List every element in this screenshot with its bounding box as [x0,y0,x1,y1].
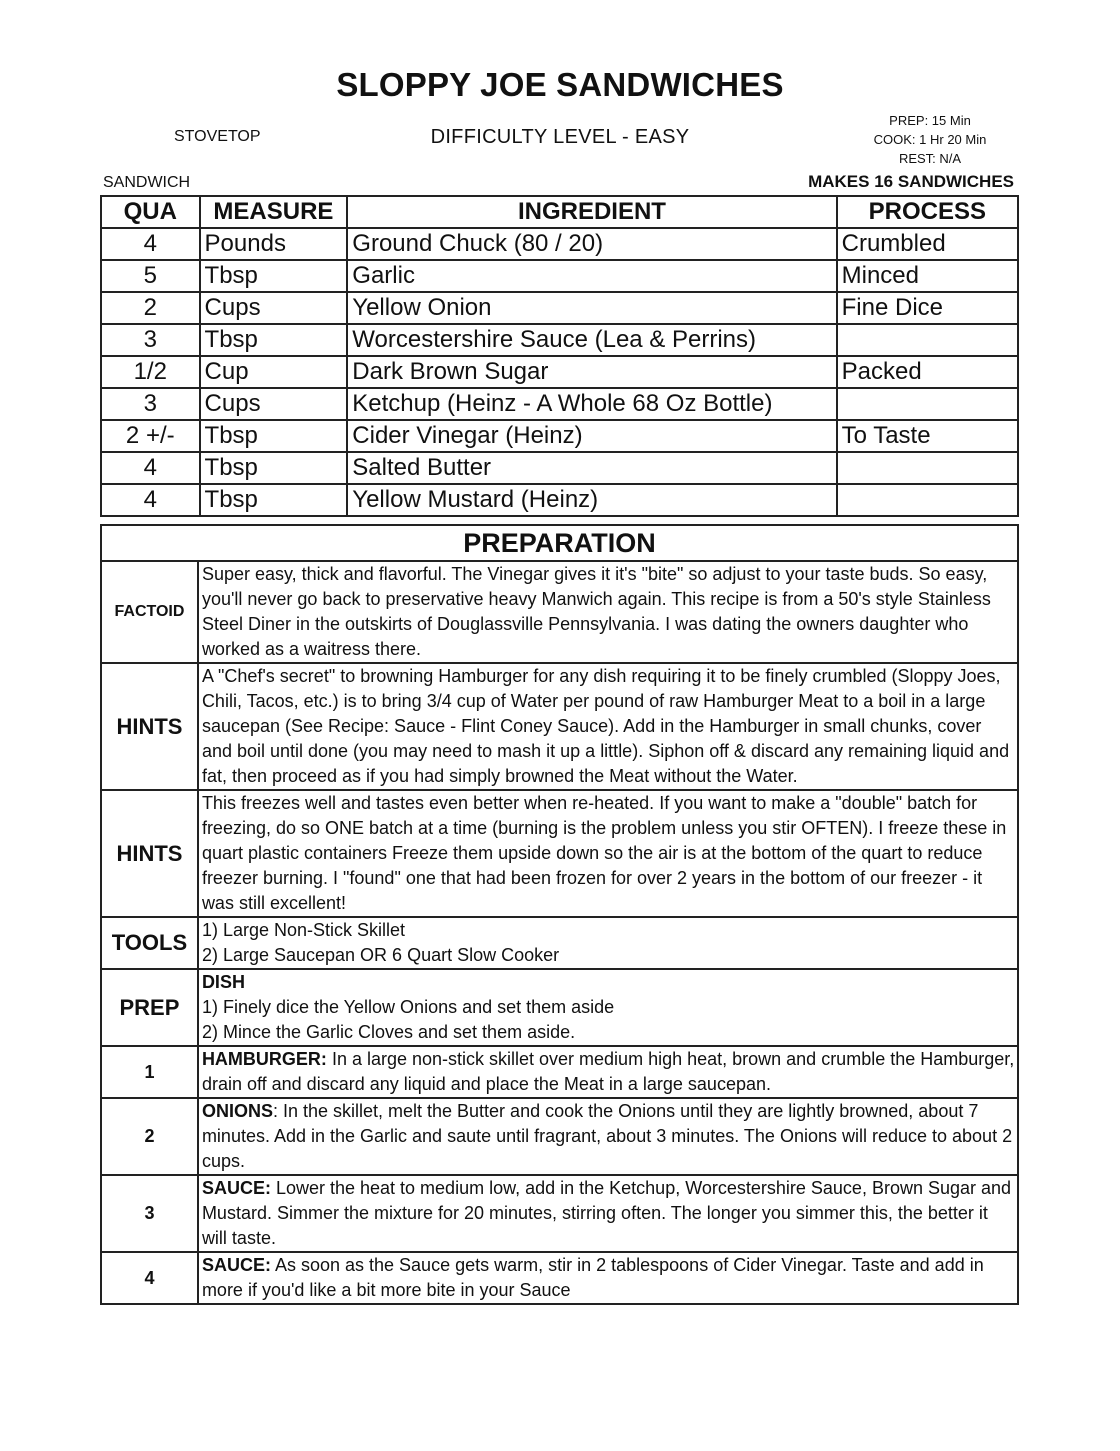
ingredient-qua: 4 [101,228,200,260]
ingredient-process: Crumbled [837,228,1018,260]
ingredient-row [101,388,1018,420]
prep-row [101,969,1018,1046]
factoid-row [101,561,1018,663]
ingredient-measure: Tbsp [200,260,348,292]
ingredient-measure: Cups [200,292,348,324]
prep-item: 2) Mince the Garlic Cloves and set them aside. [201,1022,576,1042]
ingredient-name: Yellow Onion [347,292,836,324]
preparation-table [100,524,1019,1305]
step-text [198,1252,1018,1304]
header-process: PROCESS [837,196,1018,228]
ingredients-header-row [101,196,1018,228]
preparation-heading: PREPARATION [101,525,1018,561]
step-lead: SAUCE: [201,1178,271,1198]
ingredient-name: Cider Vinegar (Heinz) [347,420,836,452]
tools-row [101,917,1018,969]
hints-row [101,790,1018,917]
ingredient-process [837,484,1018,516]
ingredient-row [101,420,1018,452]
step-text [198,1098,1018,1175]
ingredient-name: Ketchup (Heinz - A Whole 68 Oz Bottle) [347,388,836,420]
step-number: 3 [101,1175,198,1252]
step-lead: ONIONS [201,1101,273,1121]
ingredient-qua: 4 [101,452,200,484]
prep-label: PREP [101,969,198,1046]
ingredients-table [100,195,1019,517]
step-lead: HAMBURGER: [201,1049,327,1069]
ingredient-qua: 3 [101,324,200,356]
header-measure: MEASURE [200,196,348,228]
ingredient-name: Salted Butter [347,452,836,484]
time-info [840,111,1020,168]
ingredient-qua: 2 [101,292,200,324]
ingredient-measure: Tbsp [200,452,348,484]
rest-time: REST: N/A [898,151,962,166]
ingredient-process: Fine Dice [837,292,1018,324]
ingredient-measure: Tbsp [200,484,348,516]
cooking-method: STOVETOP [174,128,261,145]
ingredient-qua: 1/2 [101,356,200,388]
tool-item: 1) Large Non-Stick Skillet [201,920,406,940]
step-row [101,1175,1018,1252]
ingredient-name: Yellow Mustard (Heinz) [347,484,836,516]
ingredient-process: To Taste [837,420,1018,452]
prep-list [198,969,1018,1046]
recipe-title: SLOPPY JOE SANDWICHES [336,66,784,103]
recipe-category: SANDWICH [103,174,191,191]
step-row [101,1098,1018,1175]
prep-item: 1) Finely dice the Yellow Onions and set them aside [201,997,615,1017]
step-row [101,1252,1018,1304]
step-body: In a large non-stick skillet over medium high heat, brown and crumble the Hamburger, drain off and discard any liquid and place the Meat in a large saucepan. [201,1049,1015,1094]
ingredient-row [101,484,1018,516]
ingredient-process [837,388,1018,420]
step-row [101,1046,1018,1098]
ingredient-name: Ground Chuck (80 / 20) [347,228,836,260]
ingredient-name: Dark Brown Sugar [347,356,836,388]
prep-dish-heading: DISH [201,972,245,992]
hints-label: HINTS [101,663,198,790]
ingredient-process: Packed [837,356,1018,388]
tool-item: 2) Large Saucepan OR 6 Quart Slow Cooker [201,945,560,965]
ingredient-name: Garlic [347,260,836,292]
step-number: 1 [101,1046,198,1098]
ingredient-qua: 4 [101,484,200,516]
hints-text: A "Chef's secret" to browning Hamburger for any dish requiring it to be finely crumbled (Sloppy Joes, Chili, Tacos, etc.) is to bring 3/4 cup of Water per pound of raw Hamburger Meat to a boil in a large saucepan (See Recipe: Sauce - Flint Coney Sauce). Add in the Hamburger in small chunks, cover and boil until done (you may need to mash it up a little). Siphon off & discard any remaining liquid and fat, then proceed as if you had simply browned the Meat without the Water. [198,663,1018,790]
ingredient-qua: 5 [101,260,200,292]
step-text [198,1175,1018,1252]
ingredient-process [837,452,1018,484]
header-ingredient: INGREDIENT [347,196,836,228]
ingredient-row [101,324,1018,356]
ingredient-row [101,356,1018,388]
step-body: Lower the heat to medium low, add in the Ketchup, Worcestershire Sauce, Brown Sugar and Mustard. Simmer the mixture for 20 minutes, stirring often. The longer you simmer this, the better it will taste. [201,1178,1012,1248]
step-text [198,1046,1018,1098]
tools-list [198,917,1018,969]
ingredient-qua: 3 [101,388,200,420]
ingredient-process: Minced [837,260,1018,292]
yield: MAKES 16 SANDWICHES [808,172,1014,191]
ingredient-measure: Tbsp [200,420,348,452]
ingredient-measure: Tbsp [200,324,348,356]
ingredient-qua: 2 +/- [101,420,200,452]
step-lead: SAUCE: [201,1255,271,1275]
ingredient-process [837,324,1018,356]
hints-text: This freezes well and tastes even better when re-heated. If you want to make a "double" batch for freezing, do so ONE batch at a time (burning is the problem unless you stir OFTEN). I freeze these in quart plastic containers Freeze them upside down so the air is at the bottom of the quart to reduce freezer burning. I "found" one that had been frozen for over 2 years in the bottom of our freezer - it was still excellent! [198,790,1018,917]
preparation-heading-row [101,525,1018,561]
ingredient-row [101,452,1018,484]
step-number: 4 [101,1252,198,1304]
hints-label: HINTS [101,790,198,917]
ingredient-row [101,292,1018,324]
ingredient-measure: Cup [200,356,348,388]
step-body: : In the skillet, melt the Butter and cook the Onions until they are lightly browned, about 7 minutes. Add in the Garlic and saute until fragrant, about 3 minutes. The Onions will reduce to about 2 cups. [201,1101,1013,1171]
ingredient-row [101,260,1018,292]
factoid-label: FACTOID [101,561,198,663]
step-number: 2 [101,1098,198,1175]
hints-row [101,663,1018,790]
prep-time: PREP: 15 Min [889,113,971,128]
cook-time: COOK: 1 Hr 20 Min [873,132,987,147]
ingredient-measure: Pounds [200,228,348,260]
difficulty-level: DIFFICULTY LEVEL - EASY [430,126,690,148]
ingredient-measure: Cups [200,388,348,420]
header-qua: QUA [101,196,200,228]
ingredient-name: Worcestershire Sauce (Lea & Perrins) [347,324,836,356]
tools-label: TOOLS [101,917,198,969]
step-body: As soon as the Sauce gets warm, stir in 2 tablespoons of Cider Vinegar. Taste and add in more if you'd like a bit more bite in your Sauce [201,1255,984,1300]
factoid-text: Super easy, thick and flavorful. The Vinegar gives it it's "bite" so adjust to your taste buds. So easy, you'll never go back to preservative heavy Manwich again. This recipe is from a 50's style Stainless Steel Diner in the outskirts of Douglassville Pennsylvania. I was dating the owners daughter who worked as a waitress there. [198,561,1018,663]
ingredient-row [101,228,1018,260]
